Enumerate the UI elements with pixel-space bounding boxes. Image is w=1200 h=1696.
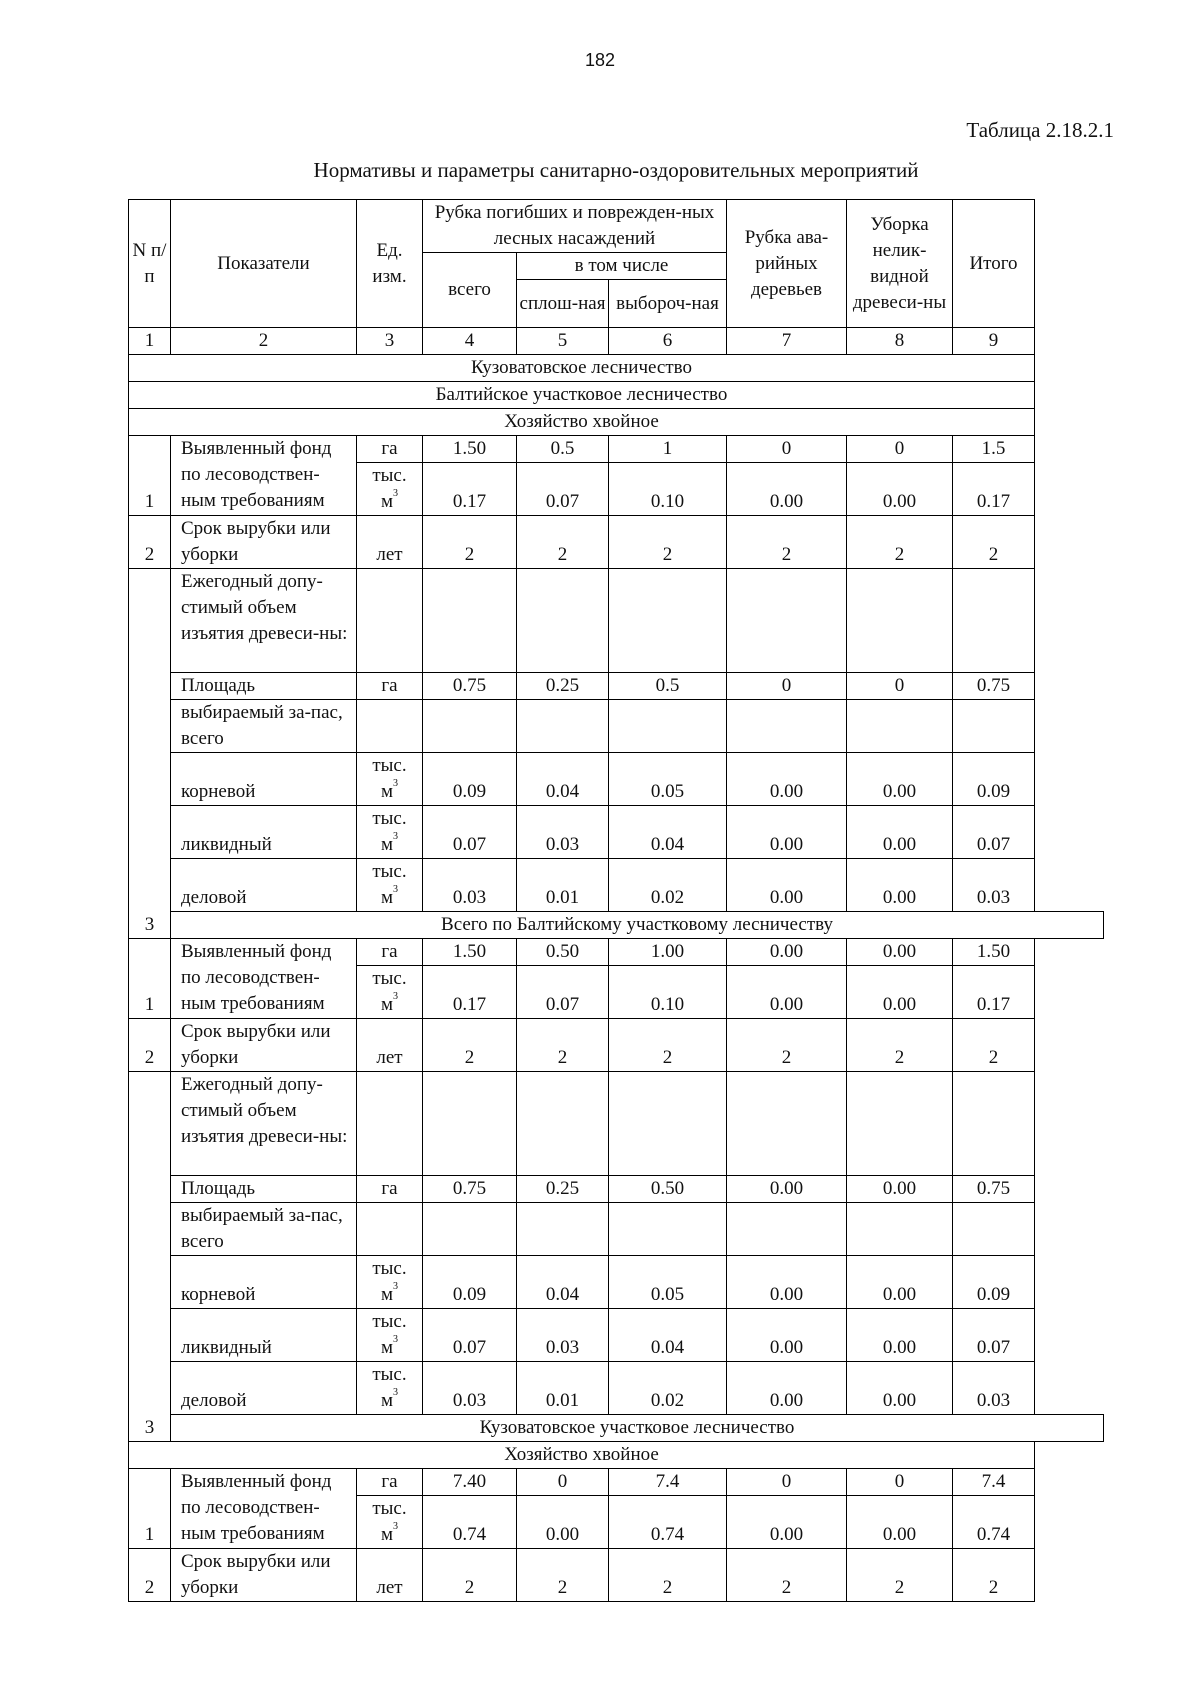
row-indicator: деловой xyxy=(171,859,357,912)
value-cell: 0.07 xyxy=(517,463,609,516)
row-unit xyxy=(357,700,423,753)
table-row xyxy=(129,700,1104,753)
row-unit xyxy=(357,1309,423,1362)
value-cell xyxy=(609,700,727,753)
value-cell: 2 xyxy=(517,1549,609,1602)
unit-m3 xyxy=(372,968,406,1015)
value-cell: 2 xyxy=(953,516,1035,569)
value-cell: 0.00 xyxy=(727,1176,847,1203)
value-cell: 0.05 xyxy=(609,1256,727,1309)
value-cell: 0.25 xyxy=(517,1176,609,1203)
section-row xyxy=(129,1415,1104,1442)
unit-ths: тыс. xyxy=(372,755,407,776)
value-cell: 0.5 xyxy=(517,436,609,463)
value-cell: 0.00 xyxy=(847,939,953,966)
value-cell: 0 xyxy=(847,1469,953,1496)
row-unit: лет xyxy=(357,516,423,569)
table-row xyxy=(129,859,1104,912)
value-cell: 0.75 xyxy=(953,673,1035,700)
unit-cube: 3 xyxy=(393,1281,399,1292)
value-cell xyxy=(953,700,1035,753)
unit-cube: 3 xyxy=(393,778,399,789)
header-total-sub: всего xyxy=(423,253,517,328)
row-unit xyxy=(357,806,423,859)
unit-m3 xyxy=(372,1258,406,1305)
row-unit xyxy=(357,1256,423,1309)
value-cell: 0 xyxy=(727,673,847,700)
value-cell xyxy=(953,1072,1035,1176)
value-cell: 0.10 xyxy=(609,966,727,1019)
value-cell: 0.01 xyxy=(517,859,609,912)
value-cell: 0.74 xyxy=(953,1496,1035,1549)
row-indicator: Срок вырубки или уборки xyxy=(171,1019,357,1072)
header-emergency: Рубка ава-рийных деревьев xyxy=(727,200,847,328)
row-unit xyxy=(357,753,423,806)
value-cell: 0.03 xyxy=(423,859,517,912)
row-unit xyxy=(357,1203,423,1256)
row-unit: га xyxy=(357,1176,423,1203)
value-cell: 0.00 xyxy=(847,966,953,1019)
value-cell: 2 xyxy=(847,1019,953,1072)
unit-ths: тыс. xyxy=(372,1364,407,1385)
value-cell: 0.00 xyxy=(847,1496,953,1549)
unit-ths: тыс. xyxy=(372,465,407,486)
table-row xyxy=(129,939,1104,966)
unit-m3 xyxy=(372,1364,406,1411)
value-cell: 0.00 xyxy=(727,966,847,1019)
value-cell: 2 xyxy=(727,516,847,569)
value-cell xyxy=(609,1072,727,1176)
value-cell xyxy=(423,1203,517,1256)
value-cell: 0.02 xyxy=(609,859,727,912)
row-indicator: Срок вырубки или уборки xyxy=(171,516,357,569)
value-cell xyxy=(847,700,953,753)
value-cell: 0.00 xyxy=(727,1496,847,1549)
row-unit: га xyxy=(357,1469,423,1496)
unit-m: м xyxy=(380,781,394,802)
row-indicator: Ежегодный допу-стимый объем изъятия древеси-ны: xyxy=(171,1072,357,1176)
column-number: 2 xyxy=(171,328,357,355)
value-cell: 2 xyxy=(847,516,953,569)
value-cell: 0.00 xyxy=(847,806,953,859)
table-row xyxy=(129,436,1104,463)
value-cell: 0 xyxy=(847,673,953,700)
value-cell: 0.07 xyxy=(423,806,517,859)
row-unit: га xyxy=(357,673,423,700)
row-unit: лет xyxy=(357,1019,423,1072)
value-cell: 0 xyxy=(847,436,953,463)
value-cell xyxy=(517,700,609,753)
row-unit: га xyxy=(357,939,423,966)
row-indicator: Ежегодный допу-стимый объем изъятия древеси-ны: xyxy=(171,569,357,673)
table-row xyxy=(129,1469,1104,1496)
unit-m: м xyxy=(380,491,394,512)
row-unit xyxy=(357,859,423,912)
value-cell xyxy=(517,569,609,673)
value-cell: 2 xyxy=(517,1019,609,1072)
table-row xyxy=(129,1203,1104,1256)
unit-ths: тыс. xyxy=(372,861,407,882)
value-cell: 0.00 xyxy=(727,1256,847,1309)
value-cell: 0.04 xyxy=(517,753,609,806)
value-cell: 0.00 xyxy=(727,806,847,859)
row-indicator: Выявленный фонд по лесоводствен-ным требованиям xyxy=(171,939,357,1019)
value-cell xyxy=(847,1203,953,1256)
unit-ths: тыс. xyxy=(372,1258,407,1279)
column-number: 3 xyxy=(357,328,423,355)
value-cell: 0.09 xyxy=(953,1256,1035,1309)
row-number: 1 xyxy=(129,939,171,1019)
header-indicator: Показатели xyxy=(171,200,357,328)
section-title: Хозяйство хвойное xyxy=(129,1442,1035,1469)
value-cell xyxy=(727,700,847,753)
unit-cube: 3 xyxy=(393,991,399,1002)
column-number: 8 xyxy=(847,328,953,355)
value-cell xyxy=(953,1203,1035,1256)
column-number: 4 xyxy=(423,328,517,355)
row-indicator: Выявленный фонд по лесоводствен-ным требованиям xyxy=(171,436,357,516)
unit-m3 xyxy=(372,861,406,908)
value-cell: 0.5 xyxy=(609,673,727,700)
value-cell: 0.03 xyxy=(517,806,609,859)
value-cell xyxy=(517,1203,609,1256)
value-cell: 0.07 xyxy=(517,966,609,1019)
row-unit xyxy=(357,1072,423,1176)
unit-ths: тыс. xyxy=(372,968,407,989)
value-cell: 0.74 xyxy=(423,1496,517,1549)
value-cell: 2 xyxy=(609,1019,727,1072)
row-indicator: ликвидный xyxy=(171,1309,357,1362)
value-cell: 0.17 xyxy=(423,966,517,1019)
unit-m: м xyxy=(380,1337,394,1358)
row-number: 1 xyxy=(129,436,171,516)
unit-cube: 3 xyxy=(393,831,399,842)
value-cell: 0.00 xyxy=(847,1176,953,1203)
table-row xyxy=(129,1256,1104,1309)
value-cell: 0.03 xyxy=(953,1362,1035,1415)
unit-m3 xyxy=(372,755,406,802)
value-cell: 7.4 xyxy=(953,1469,1035,1496)
unit-cube: 3 xyxy=(393,1334,399,1345)
value-cell xyxy=(727,1072,847,1176)
value-cell: 0.04 xyxy=(609,1309,727,1362)
section-title: Кузоватовское лесничество xyxy=(129,355,1035,382)
unit-cube: 3 xyxy=(393,1387,399,1398)
value-cell: 1.50 xyxy=(953,939,1035,966)
value-cell: 0.00 xyxy=(847,463,953,516)
header-number: N п/ п xyxy=(129,200,171,328)
value-cell: 0.25 xyxy=(517,673,609,700)
value-cell: 0.07 xyxy=(953,1309,1035,1362)
header-including: в том числе xyxy=(517,253,727,280)
value-cell: 0.75 xyxy=(423,1176,517,1203)
row-indicator: Площадь xyxy=(171,1176,357,1203)
row-number: 2 xyxy=(129,1549,171,1602)
value-cell: 0 xyxy=(517,1469,609,1496)
table-row xyxy=(129,673,1104,700)
value-cell: 0.05 xyxy=(609,753,727,806)
value-cell: 0.50 xyxy=(517,939,609,966)
unit-m3 xyxy=(372,1498,406,1545)
unit-m: м xyxy=(380,834,394,855)
value-cell: 0.74 xyxy=(609,1496,727,1549)
value-cell: 0.03 xyxy=(423,1362,517,1415)
row-number: 3 xyxy=(129,569,171,939)
value-cell: 0.09 xyxy=(953,753,1035,806)
value-cell: 0.04 xyxy=(609,806,727,859)
value-cell: 0.00 xyxy=(727,1362,847,1415)
row-indicator: выбираемый за-пас, всего xyxy=(171,1203,357,1256)
value-cell: 2 xyxy=(423,516,517,569)
value-cell: 0.17 xyxy=(953,966,1035,1019)
section-title: Хозяйство хвойное xyxy=(129,409,1035,436)
row-unit xyxy=(357,1362,423,1415)
row-indicator: корневой xyxy=(171,1256,357,1309)
unit-m: м xyxy=(380,1284,394,1305)
row-unit: лет xyxy=(357,1549,423,1602)
row-indicator: корневой xyxy=(171,753,357,806)
table-row xyxy=(129,1309,1104,1362)
value-cell: 0.00 xyxy=(727,1309,847,1362)
value-cell: 1.50 xyxy=(423,939,517,966)
header-felling-dead: Рубка погибших и поврежден-ных лесных насаждений xyxy=(423,200,727,253)
unit-m3 xyxy=(372,808,406,855)
value-cell xyxy=(727,1203,847,1256)
value-cell: 1.50 xyxy=(423,436,517,463)
section-title: Балтийское участковое лесничество xyxy=(129,382,1035,409)
value-cell: 0.00 xyxy=(727,753,847,806)
table-row xyxy=(129,1362,1104,1415)
page-number: 182 xyxy=(584,50,616,70)
unit-m3 xyxy=(372,465,406,512)
value-cell: 2 xyxy=(727,1549,847,1602)
value-cell: 0.75 xyxy=(423,673,517,700)
row-indicator: Срок вырубки или уборки xyxy=(171,1549,357,1602)
unit-ths: тыс. xyxy=(372,1311,407,1332)
value-cell: 0.50 xyxy=(609,1176,727,1203)
unit-m: м xyxy=(380,1390,394,1411)
value-cell: 0.03 xyxy=(953,859,1035,912)
header-selective: выбороч-ная xyxy=(609,280,727,328)
unit-ths: тыс. xyxy=(372,808,407,829)
unit-cube: 3 xyxy=(393,884,399,895)
value-cell: 1 xyxy=(609,436,727,463)
table-row xyxy=(129,753,1104,806)
unit-m: м xyxy=(380,1524,394,1545)
unit-m: м xyxy=(380,887,394,908)
value-cell: 0.00 xyxy=(727,859,847,912)
unit-ths: тыс. xyxy=(372,1498,407,1519)
value-cell: 0.10 xyxy=(609,463,727,516)
value-cell: 2 xyxy=(517,516,609,569)
unit-m3 xyxy=(372,1311,406,1358)
value-cell: 2 xyxy=(609,516,727,569)
value-cell: 2 xyxy=(423,1019,517,1072)
column-number: 9 xyxy=(953,328,1035,355)
header-total: Итого xyxy=(953,200,1035,328)
value-cell xyxy=(727,569,847,673)
section-row xyxy=(129,912,1104,939)
row-number: 2 xyxy=(129,1019,171,1072)
section-title: Всего по Балтийскому участковому лесничеству xyxy=(171,912,1104,939)
value-cell: 7.40 xyxy=(423,1469,517,1496)
column-number: 7 xyxy=(727,328,847,355)
table-number: Таблица 2.18.2.1 xyxy=(966,118,1114,142)
value-cell: 0.00 xyxy=(847,1362,953,1415)
row-indicator: ликвидный xyxy=(171,806,357,859)
value-cell xyxy=(847,569,953,673)
unit-m: м xyxy=(380,994,394,1015)
row-indicator: деловой xyxy=(171,1362,357,1415)
value-cell: 0.02 xyxy=(609,1362,727,1415)
table-title: Нормативы и параметры санитарно-оздоровительных мероприятий xyxy=(313,158,919,182)
value-cell: 2 xyxy=(423,1549,517,1602)
header-unit: Ед. изм. xyxy=(357,200,423,328)
value-cell: 2 xyxy=(847,1549,953,1602)
header-row xyxy=(129,200,1104,253)
header-clear: сплош-ная xyxy=(517,280,609,328)
unit-cube: 3 xyxy=(393,1521,399,1532)
value-cell: 0.01 xyxy=(517,1362,609,1415)
table-row xyxy=(129,1019,1104,1072)
row-unit xyxy=(357,463,423,516)
value-cell: 0.09 xyxy=(423,1256,517,1309)
row-unit xyxy=(357,966,423,1019)
value-cell: 0.17 xyxy=(953,463,1035,516)
value-cell xyxy=(953,569,1035,673)
value-cell: 1.5 xyxy=(953,436,1035,463)
table-body xyxy=(129,200,1104,1602)
value-cell: 0.03 xyxy=(517,1309,609,1362)
row-unit xyxy=(357,569,423,673)
row-number: 1 xyxy=(129,1469,171,1549)
value-cell: 0.00 xyxy=(727,463,847,516)
value-cell: 2 xyxy=(609,1549,727,1602)
column-number: 1 xyxy=(129,328,171,355)
section-row xyxy=(129,355,1104,382)
header-illiquid: Уборка нелик-видной древеси-ны xyxy=(847,200,953,328)
table-row xyxy=(129,806,1104,859)
value-cell: 0.00 xyxy=(847,1309,953,1362)
value-cell: 0.07 xyxy=(423,1309,517,1362)
section-row xyxy=(129,1442,1104,1469)
row-indicator: выбираемый за-пас, всего xyxy=(171,700,357,753)
row-number: 2 xyxy=(129,516,171,569)
value-cell: 0.00 xyxy=(727,939,847,966)
value-cell: 0.07 xyxy=(953,806,1035,859)
sanitary-measures-table xyxy=(128,199,1104,1602)
value-cell: 0.00 xyxy=(847,859,953,912)
value-cell: 0.00 xyxy=(847,753,953,806)
section-row xyxy=(129,409,1104,436)
value-cell xyxy=(847,1072,953,1176)
value-cell: 7.4 xyxy=(609,1469,727,1496)
row-indicator: Выявленный фонд по лесоводствен-ным требованиям xyxy=(171,1469,357,1549)
column-number-row xyxy=(129,328,1104,355)
section-title: Кузоватовское участковое лесничество xyxy=(171,1415,1104,1442)
table-row xyxy=(129,1549,1104,1602)
value-cell: 0.04 xyxy=(517,1256,609,1309)
row-unit xyxy=(357,1496,423,1549)
value-cell xyxy=(423,1072,517,1176)
value-cell: 0.00 xyxy=(517,1496,609,1549)
value-cell: 0 xyxy=(727,1469,847,1496)
section-row xyxy=(129,382,1104,409)
value-cell xyxy=(609,1203,727,1256)
value-cell: 0.75 xyxy=(953,1176,1035,1203)
value-cell: 0.09 xyxy=(423,753,517,806)
row-unit: га xyxy=(357,436,423,463)
value-cell: 0 xyxy=(727,436,847,463)
table-row xyxy=(129,1176,1104,1203)
table-row xyxy=(129,1072,1104,1176)
value-cell xyxy=(517,1072,609,1176)
value-cell: 2 xyxy=(953,1019,1035,1072)
value-cell: 1.00 xyxy=(609,939,727,966)
value-cell: 0.17 xyxy=(423,463,517,516)
column-number: 6 xyxy=(609,328,727,355)
column-number: 5 xyxy=(517,328,609,355)
unit-cube: 3 xyxy=(393,488,399,499)
value-cell: 2 xyxy=(953,1549,1035,1602)
value-cell: 0.00 xyxy=(847,1256,953,1309)
value-cell xyxy=(423,569,517,673)
table-row xyxy=(129,569,1104,673)
row-indicator: Площадь xyxy=(171,673,357,700)
value-cell: 2 xyxy=(727,1019,847,1072)
value-cell xyxy=(423,700,517,753)
row-number: 3 xyxy=(129,1072,171,1442)
value-cell xyxy=(609,569,727,673)
table-row xyxy=(129,516,1104,569)
